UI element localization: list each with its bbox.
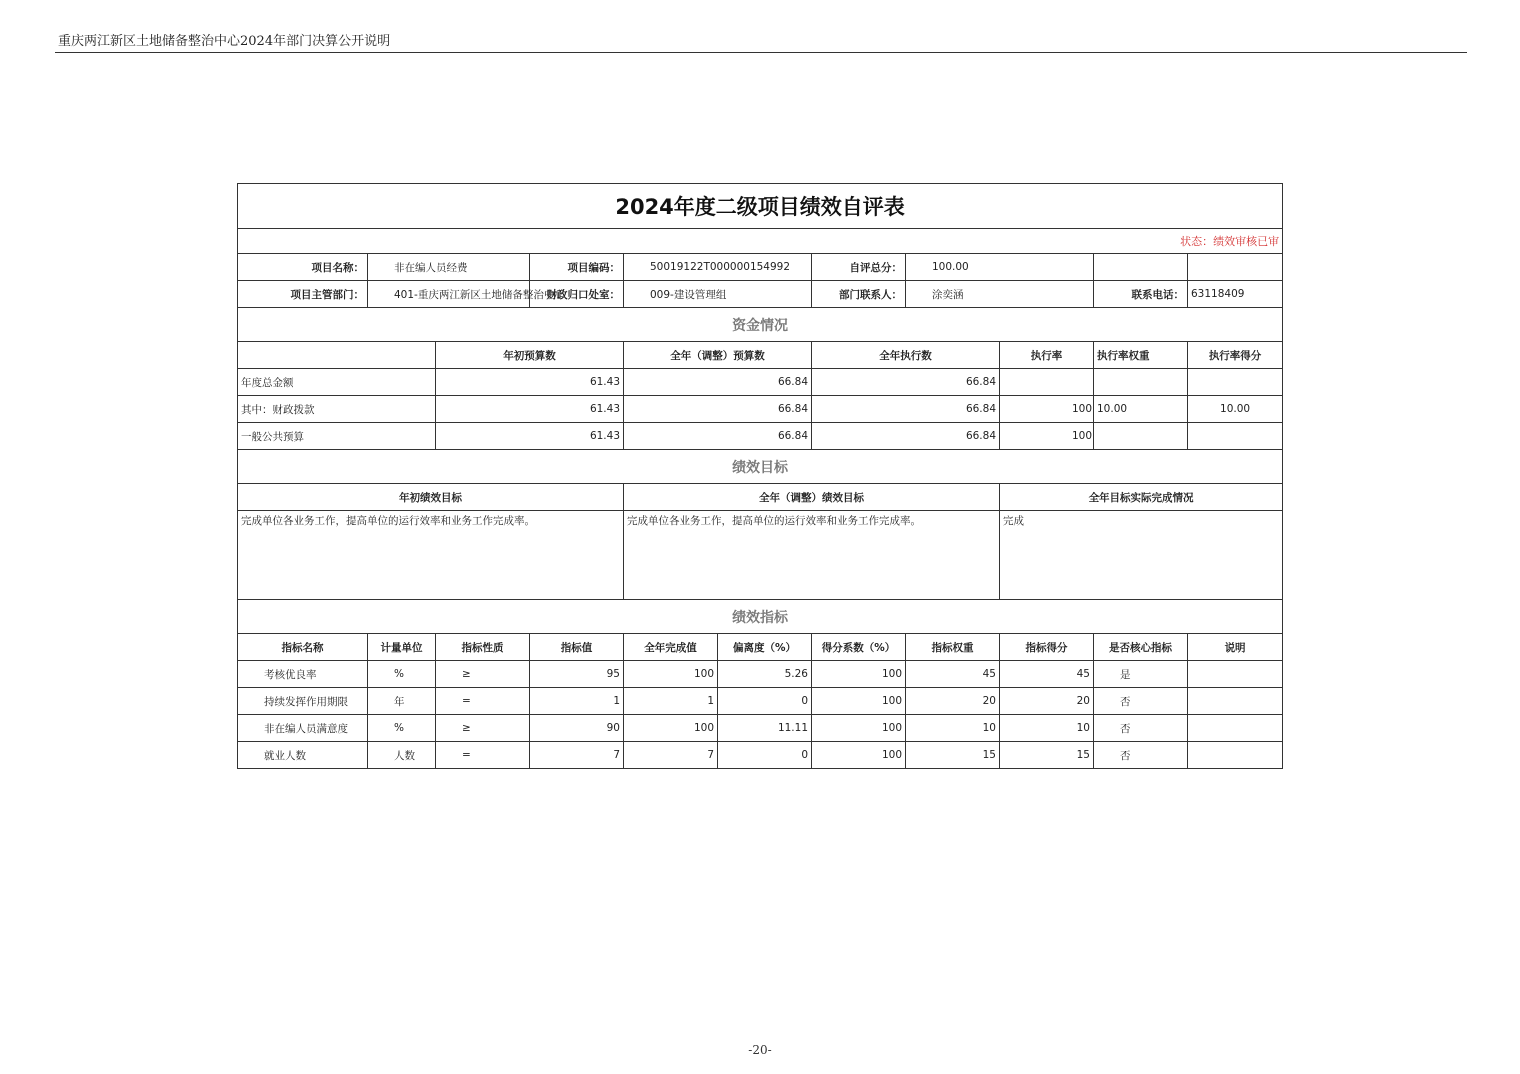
- ind-value: 7: [530, 742, 624, 769]
- ind-header: 指标权重: [906, 634, 1000, 661]
- form-title: 2024年度二级项目绩效自评表: [238, 184, 1283, 229]
- empty-cell: [1094, 254, 1188, 281]
- ind-header: 指标性质: [436, 634, 530, 661]
- goal-actual-text: 完成: [1000, 511, 1283, 600]
- ind-unit: 年: [368, 688, 436, 715]
- contact-value: 涂奕涵: [906, 281, 1094, 308]
- ind-note: [1188, 688, 1283, 715]
- ind-actual: 1: [624, 688, 718, 715]
- ind-actual: 100: [624, 661, 718, 688]
- ind-core: 否: [1094, 715, 1188, 742]
- funds-section-title: 资金情况: [238, 308, 1283, 342]
- ind-name: 持续发挥作用期限: [238, 688, 368, 715]
- ind-unit: 人数: [368, 742, 436, 769]
- funds-cell: 10.00: [1094, 396, 1188, 423]
- ind-score: 15: [1000, 742, 1094, 769]
- goals-header-actual: 全年目标实际完成情况: [1000, 484, 1283, 511]
- status-badge: 状态：绩效审核已审: [238, 229, 1283, 254]
- ind-coefficient: 100: [812, 742, 906, 769]
- finance-office-label: 财政归口处室：: [530, 281, 624, 308]
- ind-value: 90: [530, 715, 624, 742]
- funds-cell: 10.00: [1188, 396, 1283, 423]
- ind-weight: 15: [906, 742, 1000, 769]
- funds-cell: 66.84: [624, 423, 812, 450]
- ind-coefficient: 100: [812, 715, 906, 742]
- goal-adjusted-text: 完成单位各业务工作，提高单位的运行效率和业务工作完成率。: [624, 511, 1000, 600]
- goals-header-initial: 年初绩效目标: [238, 484, 624, 511]
- funds-cell: 100: [1000, 396, 1094, 423]
- ind-note: [1188, 742, 1283, 769]
- funds-cell: 66.84: [624, 396, 812, 423]
- ind-note: [1188, 715, 1283, 742]
- phone-label: 联系电话：: [1094, 281, 1188, 308]
- ind-deviation: 0: [718, 742, 812, 769]
- project-name-value: 非在编人员经费: [368, 254, 530, 281]
- ind-name: 非在编人员满意度: [238, 715, 368, 742]
- ind-core: 否: [1094, 688, 1188, 715]
- ind-nature: ≥: [436, 715, 530, 742]
- funds-cell: 66.84: [812, 396, 1000, 423]
- dept-value: 401-重庆两江新区土地储备整治中心: [368, 281, 530, 308]
- ind-value: 1: [530, 688, 624, 715]
- goals-header-adjusted: 全年（调整）绩效目标: [624, 484, 1000, 511]
- funds-cell: 66.84: [812, 423, 1000, 450]
- ind-deviation: 0: [718, 688, 812, 715]
- header-divider: [55, 52, 1467, 53]
- ind-score: 20: [1000, 688, 1094, 715]
- funds-header-executed: 全年执行数: [812, 342, 1000, 369]
- page-number: -20-: [748, 1043, 772, 1057]
- ind-header: 得分系数（%）: [812, 634, 906, 661]
- document-header-title: 重庆两江新区土地储备整治中心2024年部门决算公开说明: [58, 34, 391, 49]
- funds-cell: 61.43: [436, 396, 624, 423]
- funds-cell: [1094, 369, 1188, 396]
- funds-cell: [1094, 423, 1188, 450]
- goals-section-title: 绩效目标: [238, 450, 1283, 484]
- funds-cell: 61.43: [436, 369, 624, 396]
- ind-core: 否: [1094, 742, 1188, 769]
- ind-header: 全年完成值: [624, 634, 718, 661]
- ind-unit: %: [368, 661, 436, 688]
- ind-value: 95: [530, 661, 624, 688]
- funds-header-exec-weight: 执行率权重: [1094, 342, 1188, 369]
- ind-note: [1188, 661, 1283, 688]
- ind-coefficient: 100: [812, 661, 906, 688]
- ind-nature: ≥: [436, 661, 530, 688]
- ind-nature: =: [436, 742, 530, 769]
- project-name-label: 项目名称：: [238, 254, 368, 281]
- ind-name: 考核优良率: [238, 661, 368, 688]
- indicators-section-title: 绩效指标: [238, 600, 1283, 634]
- ind-actual: 7: [624, 742, 718, 769]
- ind-core: 是: [1094, 661, 1188, 688]
- ind-actual: 100: [624, 715, 718, 742]
- ind-header: 偏离度（%）: [718, 634, 812, 661]
- ind-nature: =: [436, 688, 530, 715]
- ind-score: 45: [1000, 661, 1094, 688]
- funds-row-label: 其中：财政拨款: [238, 396, 436, 423]
- funds-cell: 66.84: [812, 369, 1000, 396]
- ind-weight: 10: [906, 715, 1000, 742]
- ind-unit: %: [368, 715, 436, 742]
- funds-header-exec-rate: 执行率: [1000, 342, 1094, 369]
- table-row: [238, 742, 1283, 769]
- funds-header-initial-budget: 年初预算数: [436, 342, 624, 369]
- ind-header: 指标名称: [238, 634, 368, 661]
- funds-header-adjusted-budget: 全年（调整）预算数: [624, 342, 812, 369]
- funds-cell: [1188, 423, 1283, 450]
- table-row: [238, 715, 1283, 742]
- funds-header-blank: [238, 342, 436, 369]
- goal-initial-text: 完成单位各业务工作，提高单位的运行效率和业务工作完成率。: [238, 511, 624, 600]
- funds-cell: [1188, 369, 1283, 396]
- phone-value: 63118409: [1188, 281, 1283, 308]
- empty-cell: [1188, 254, 1283, 281]
- ind-weight: 20: [906, 688, 1000, 715]
- funds-cell: 66.84: [624, 369, 812, 396]
- table-row: [238, 688, 1283, 715]
- performance-evaluation-table: [237, 183, 1283, 769]
- contact-label: 部门联系人：: [812, 281, 906, 308]
- funds-cell: 61.43: [436, 423, 624, 450]
- ind-weight: 45: [906, 661, 1000, 688]
- self-score-value: 100.00: [906, 254, 1094, 281]
- project-code-label: 项目编码：: [530, 254, 624, 281]
- ind-score: 10: [1000, 715, 1094, 742]
- ind-deviation: 11.11: [718, 715, 812, 742]
- funds-row-label: 年度总金额: [238, 369, 436, 396]
- ind-header: 说明: [1188, 634, 1283, 661]
- table-row: [238, 661, 1283, 688]
- ind-coefficient: 100: [812, 688, 906, 715]
- dept-label: 项目主管部门：: [238, 281, 368, 308]
- ind-name: 就业人数: [238, 742, 368, 769]
- project-code-value: 50019122T000000154992: [624, 254, 812, 281]
- funds-cell: [1000, 369, 1094, 396]
- ind-header: 指标得分: [1000, 634, 1094, 661]
- ind-header: 指标值: [530, 634, 624, 661]
- ind-deviation: 5.26: [718, 661, 812, 688]
- ind-header: 计量单位: [368, 634, 436, 661]
- funds-row-label: 一般公共预算: [238, 423, 436, 450]
- self-score-label: 自评总分：: [812, 254, 906, 281]
- ind-header: 是否核心指标: [1094, 634, 1188, 661]
- funds-header-exec-score: 执行率得分: [1188, 342, 1283, 369]
- finance-office-value: 009-建设管理组: [624, 281, 812, 308]
- funds-cell: 100: [1000, 423, 1094, 450]
